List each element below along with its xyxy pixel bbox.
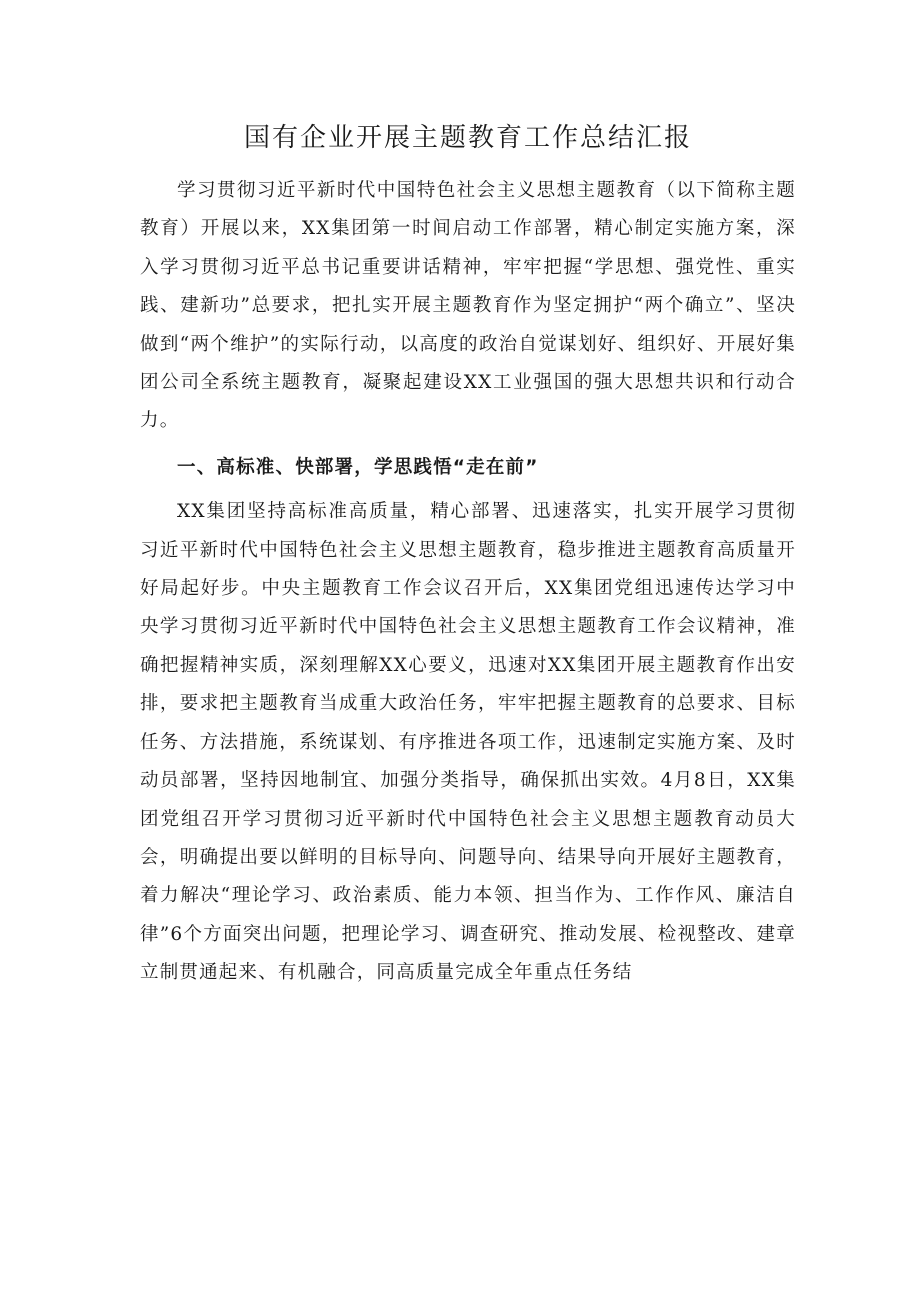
intro-paragraph: 学习贯彻习近平新时代中国特色社会主义思想主题教育（以下简称主题教育）开展以来，XX集团第一时间启动工作部署，精心制定实施方案，深入学习贯彻习近平总书记重要讲话精神，牢牢把握“学思想、强党性、重实践、建新功”总要求，把扎实开展主题教育作为坚定拥护“两个确立”、坚决做到“两个维护”的实际行动，以高度的政治自觉谋划好、组织好、开展好集团公司全系统主题教育，凝聚起建设XX工业强国的强大思想共识和行动合力。 [140,180,796,432]
section-heading: 一、高标准、快部署，学思践悟“走在前” [177,456,539,478]
document-body [140,118,796,993]
document-title: 国有企业开展主题教育工作总结汇报 [243,123,692,153]
section-paragraph: XX集团坚持高标准高质量，精心部署、迅速落实，扎实开展学习贯彻习近平新时代中国特色社会主义思想主题教育，稳步推进主题教育高质量开好局起好步。中央主题教育工作会议召开后，XX集团党组迅速传达学习中央学习贯彻习近平新时代中国特色社会主义思想主题教育工作会议精神，准确把握精神实质，深刻理解XX心要义，迅速对XX集团开展主题教育作出安排，要求把主题教育当成重大政治任务，牢牢把握主题教育的总要求、目标任务、方法措施，系统谋划、有序推进各项工作，迅速制定实施方案、及时动员部署，坚持因地制宜、加强分类指导，确保抓出实效。4月8日，XX集团党组召开学习贯彻习近平新时代中国特色社会主义思想主题教育动员大会，明确提出要以鲜明的目标导向、问题导向、结果导向开展好主题教育，着力解决“理论学习、政治素质、能力本领、担当作为、工作作风、廉洁自律”6个方面突出问题，把理论学习、调查研究、推动发展、检视整改、建章立制贯通起来、有机融合，同高质量完成全年重点任务结 [140,501,796,984]
